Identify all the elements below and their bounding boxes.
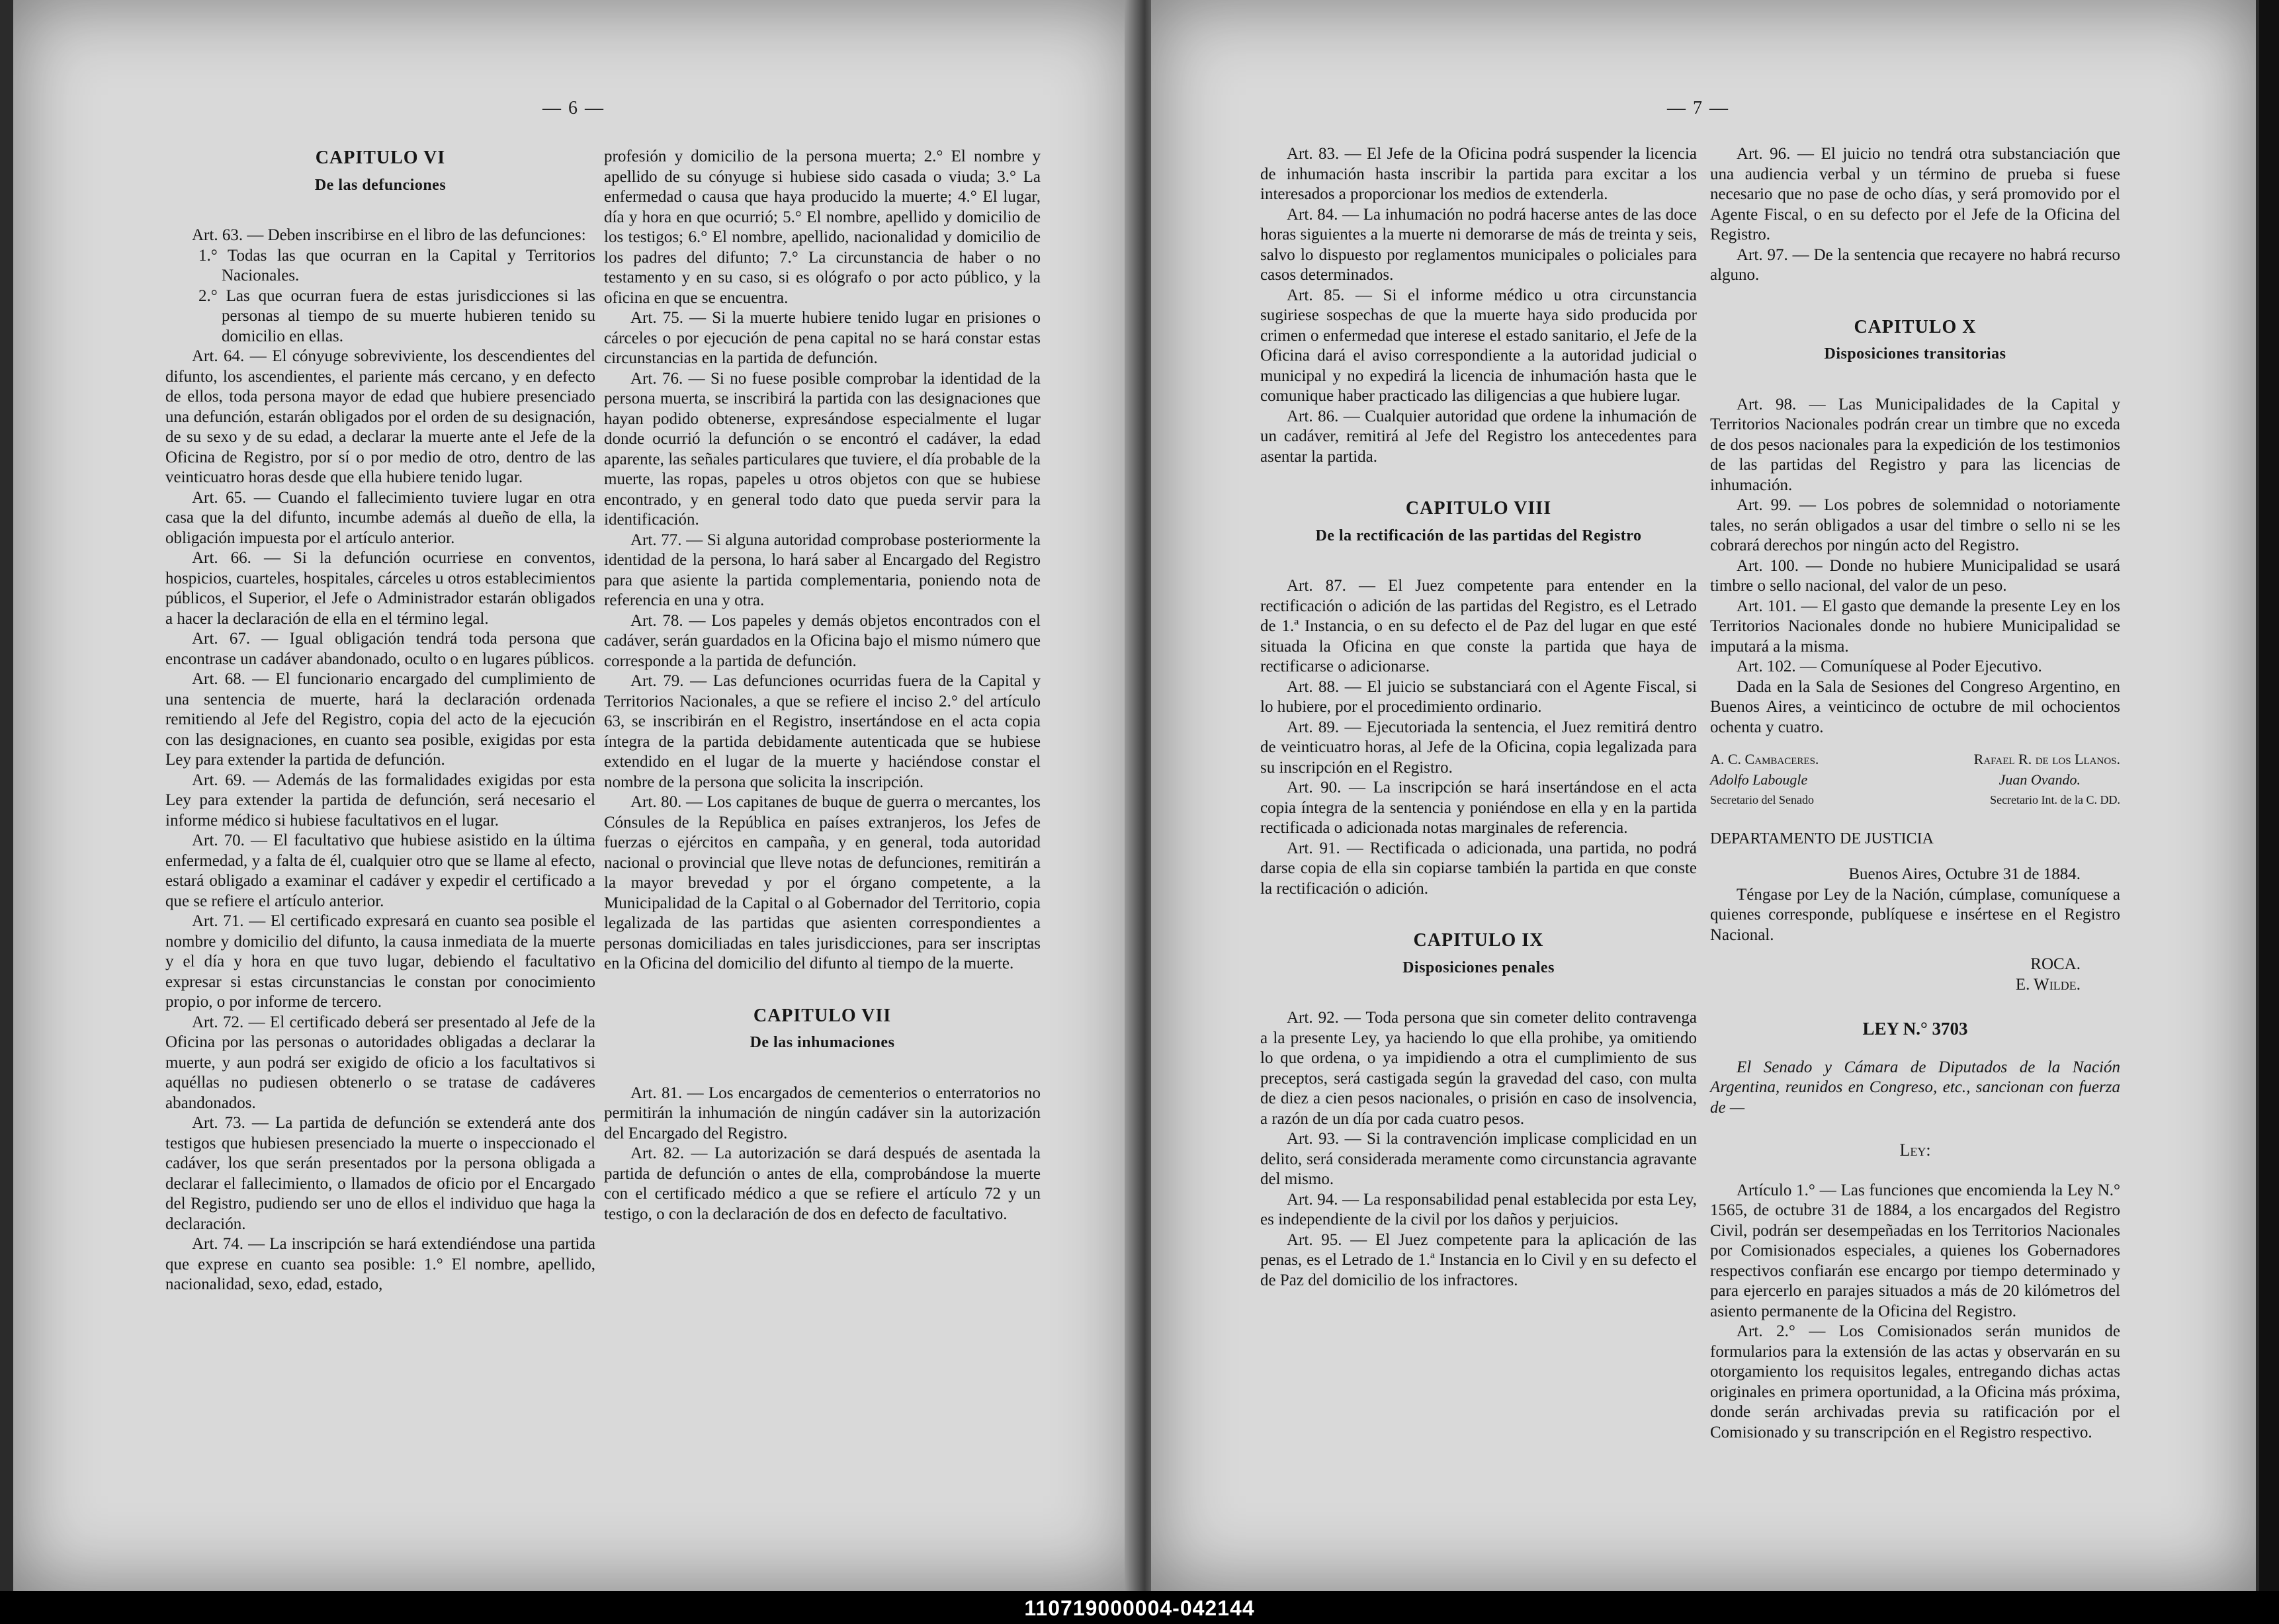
article-paragraph: Art. 69. — Además de las formalidades exigidas por esta Ley para extender la partida de defunción, será necesario el informe médico si hubiese facultativos en el lugar. [165,771,595,830]
article-paragraph: Art. 83. — El Jefe de la Oficina podrá suspender la licencia de inhumación hasta inscribir la partida para excitar a los interesados a proporcionar los medios de extenderla. [1260,145,1697,203]
article-paragraph: Art. 64. — El cónyuge sobreviviente, los descendientes del difunto, los ascendientes, el pariente más cercano, y en defecto de ellos, toda persona mayor de edad que hubiere presenciado una defunción, estarán obligados por el orden de su designación, de su sexo y de su edad, a declarar la muerte ante el Jefe de la Oficina de Registro, por sí o por medio de otro, dentro de las veinticuatro horas desde que ella hubiere tenido lugar. [165,347,595,486]
article-paragraph: Art. 63. — Deben inscribirse en el libro de las defunciones: [192,226,586,244]
chapter-subheading: De las inhumaciones [750,1034,895,1051]
signature-right-name: Rafael R. de los Llanos. [1973,751,2120,767]
article-paragraph: Art. 100. — Donde no hubiere Municipalidad se usará timbre o sello nacional, del valor de un peso. [1710,556,2120,595]
article-paragraph: Art. 87. — El Juez competente para entender en la rectificación o adición de las partidas del Registro, es el Letrado de 1.ª Instancia, o en su defecto el de Paz del lugar en que esté situada la Oficina en que conste la partida que haya de rectificarse o adicionarse. [1260,577,1697,675]
chapter-subheading: Disposiciones penales [1402,959,1555,976]
chapter-subheading: De la rectificación de las partidas del Registro [1315,527,1642,544]
article-paragraph: Art. 74. — La inscripción se hará extendiéndose una partida que exprese en cuanto sea posible: 1.° El nombre, apellido, nacionalidad, sexo, edad, estado, [165,1235,595,1293]
article-paragraph: Art. 72. — El certificado deberá ser presentado al Jefe de la Oficina por las personas o autoridades obligadas a declarar la muerte, y aun podrá ser exigido de oficio a los facultativos si aquéllas no pudiesen obtenerlo o se tratase de cadáveres abandonados. [165,1013,595,1112]
archive-id-label: 110719000004-042144 [1024,1596,1255,1620]
article-paragraph: Art. 76. — Si no fuese posible comprobar la identidad de la persona muerta, se inscribirá la partida con las designaciones que hayan podido obtenerse, expresándose especialmente el lugar donde ocurrió la defunción o se encontró el cadáver, la edad aparente, las señales particulares que tuviere, el día probable de la muerte, las ropas, papeles u otros objetos con que se hubiese encontrado, y en general todo dato que pueda servir para la identificación. [604,369,1041,529]
article-paragraph: 2.° Las que ocurran fuera de estas jurisdicciones si las personas al tiempo de su muerte hubieren tenido su domicilio en ellas. [198,286,595,345]
article-paragraph: Dada en la Sala de Sesiones del Congreso Argentino, en Buenos Aires, a veinticinco de octubre de mil ochocientos ochenta y cuatro. [1710,677,2120,736]
decree-text: Téngase por Ley de la Nación, cúmplase, comuníquese a quienes corresponde, publíquese e insértese en el Registro Nacional. [1710,885,2120,944]
article-paragraph: Art. 93. — Si la contravención implicase complicidad en un delito, será considerada meramente como circunstancia agravante del mismo. [1260,1130,1697,1188]
right-column-2-articles [1710,144,2120,738]
signer-roca: ROCA. [2030,955,2081,973]
article-paragraph: Art. 82. — La autorización se dará después de asentada la partida de defunción o antes de ella, comprobándose la muerte con el certificado médico a que se refiere el artículo 72 y un testigo, o con la declaración de dos en defecto de facultativo. [604,1144,1041,1223]
article-paragraph: Art. 99. — Los pobres de solemnidad o notoriamente tales, no serán obligados a usar del timbre o sello ni se les cobrará derechos por ningún acto del Registro. [1710,496,2120,554]
enactment-formula: El Senado y Cámara de Diputados de la Nación Argentina, reunidos en Congreso, etc., sancionan con fuerza de — [1710,1058,2120,1117]
signature-right-role: Secretario Int. de la C. DD. [1990,793,2120,806]
article-paragraph: Art. 81. — Los encargados de cementerios o enterratorios no permitirán la inhumación de ningún cadáver sin la autorización del Encargado del Registro. [604,1084,1041,1142]
right-column-2 [1710,144,2120,1443]
article-paragraph: Art. 91. — Rectificada o adicionada, una partida, no podrá darse copia de ella sin copiarse también la partida en que conste la rectificación o adición. [1260,839,1697,898]
left-column-1 [165,139,595,1295]
article-paragraph: Art. 92. — Toda persona que sin cometer delito contravenga a la presente Ley, ya haciendo lo que ella prohibe, ya omitiendo lo que ordena, o ya impidiendo a otra el cumplimiento de sus preceptos, será castigada según la gravedad del caso, con multa de diez a cien pesos nacionales, o prisión en caso de insolvencia, a razón de un día por cada cuatro pesos. [1260,1009,1697,1128]
article-paragraph: Art. 97. — De la sentencia que recayere no habrá recurso alguno. [1710,245,2120,284]
signature-left-secretary: Adolfo Labougle [1710,771,1808,788]
article-paragraph: Art. 65. — Cuando el fallecimiento tuviere lugar en otra casa que la del difunto, incumbe además al dueño de ella, la obligación impuesta por el artículo anterior. [165,488,595,547]
article-paragraph: Art. 96. — El juicio no tendrá otra substanciación que una audiencia verbal y un término de prueba si fuese necesario que no pase de ocho días, y será promovido por el Agente Fiscal, o en su defecto por el Jefe de la Oficina del Registro. [1710,145,2120,243]
article-paragraph: Art. 67. — Igual obligación tendrá toda persona que encontrase un cadáver abandonado, oculto o en lugares públicos. [165,630,595,668]
date-line: Buenos Aires, Octubre 31 de 1884. [1848,865,2081,883]
law-title: LEY N.° 3703 [1862,1019,1968,1039]
article-paragraph: Art. 86. — Cualquier autoridad que ordene la inhumación de un cadáver, remitirá al Jefe del Registro los antecedentes para asentar la partida. [1260,407,1697,466]
chapter-heading: CAPITULO VI [315,148,446,168]
article-paragraph: Art. 73. — La partida de defunción se extenderá ante dos testigos que hubiesen presenciado la muerte o inspeccionado el cadáver, los que serán presentados por la persona obligada a declarar el fallecimiento, o llamados de oficio por el Encargado del Registro, pudiendo ser uno de ellos el individuo que haga la declaración. [165,1114,595,1233]
scanner-edge [2259,0,2279,1591]
article-paragraph: 1.° Todas las que ocurran en la Capital y Territorios Nacionales. [198,246,595,284]
article-paragraph: Art. 71. — El certificado expresará en cuanto sea posible el nombre y domicilio del difunto, la causa inmediata de la muerte y el día y hora en que tuvo lugar, debiendo el facultativo expresar si estas circunstancias le constan por conocimiento propio, o por informe de tercero. [165,912,595,1011]
signature-left-name: A. C. Cambaceres. [1710,751,1819,767]
article-paragraph: Art. 89. — Ejecutoriada la sentencia, el Juez remitirá dentro de veinticuatro horas, al Jefe de la Oficina, copia legalizada para su inscripción en el Registro. [1260,718,1697,777]
chapter-subheading: Disposiciones transitorias [1824,345,2006,363]
article-paragraph: Art. 2.° — Los Comisionados serán munidos de formularios para la extensión de las actas y observarán en su otorgamiento los requisitos legales, entregando dichas actas originales en primera oportunidad, a la Oficina más próxima, donde serán archivadas previa su ratificación por el Comisionado y su transcripción en el Registro respectivo. [1710,1322,2120,1441]
right-column-1 [1260,144,1697,1291]
signature-block [1710,749,2120,810]
article-paragraph: Art. 94. — La responsabilidad penal establecida por esta Ley, es independiente de la civil por los daños y perjuicios. [1260,1190,1697,1228]
article-paragraph: Art. 95. — El Juez competente para la aplicación de las penas, es el Letrado de 1.ª Instancia en lo Civil y en su defecto el de Paz del domicilio de los infractores. [1260,1230,1697,1289]
article-paragraph: Art. 101. — El gasto que demande la presente Ley en los Territorios Nacionales donde no hubiere Municipalidad se imputará a la misma. [1710,597,2120,656]
left-page [13,0,1138,1591]
right-column-2-law-articles [1710,1181,2120,1443]
article-paragraph: Art. 70. — El facultativo que hubiese asistido en la última enfermedad, y a falta de él, cualquier otro que se llame al efecto, estará obligado a examinar el cadáver y expedir el certificado a que se refiere el artículo anterior. [165,832,595,910]
chapter-heading: CAPITULO VIII [1405,498,1552,519]
article-paragraph: Art. 102. — Comuníquese al Poder Ejecutivo. [1737,658,2042,675]
law-word: Ley: [1899,1140,1931,1160]
article-paragraph: Art. 77. — Si alguna autoridad comprobase posteriormente la identidad de la persona, lo hará saber al Encargado del Registro para que asiente la partida complementaria, poniendo nota de referencia en una y otra. [604,531,1041,609]
signature-right-secretary: Juan Ovando. [1999,771,2081,788]
article-paragraph: Art. 80. — Los capitanes de buque de guerra o mercantes, los Cónsules de la República en países extranjeros, los Jefes de fuerzas o ejércitos en campaña, y en general, toda autoridad nacional o provincial que lleve notas de defunciones, remitirán a la mayor brevedad y por el órgano competente, a la Municipalidad de la Capital o al Gobernador del Territorio, copia legalizada de las partidas que asienten correspondientes a personas domiciliadas en tales jurisdicciones, para ser inscriptas en la Oficina del domicilio del difunto al tiempo de la muerte. [604,793,1041,972]
article-paragraph: Art. 98. — Las Municipalidades de la Capital y Territorios Nacionales podrán crear un timbre que no exceda de dos pesos nacionales para la expedición de los testimonios de las partidas del Registro y para las licencias de inhumación. [1710,395,2120,494]
article-paragraph: profesión y domicilio de la persona muerta; 2.° El nombre y apellido de su cónyuge si hubiese sido casada o viuda; 3.° La enfermedad o causa que haya producido la muerte; 4.° El lugar, día y hora en que ocurrió; 5.° El nombre, apellido y domicilio de los testigos; 6.° El nombre, apellido, nacionalidad y domicilio de los padres del difunto; 7.° La circunstancia de haber o no testamento y en su caso, si es ológrafo o por acto público, y la oficina en que se encuentra. [604,148,1041,307]
article-paragraph: Art. 68. — El funcionario encargado del cumplimiento de una sentencia de muerte, hará la declaración ordenada remitiendo al Jefe del Registro, copia del acto de la ejecución con las designaciones, en cuanto sea posible, exigidas por esta Ley para extender la partida de defunción. [165,670,595,769]
article-paragraph: Artículo 1.° — Las funciones que encomienda la Ley N.° 1565, de octubre 31 de 1884, a los encargados del Registro Civil, podrán ser desempeñadas en los Territorios Nacionales por Comisionados especiales, a quienes los Gobernadores respectivos confiarán ese encargo por tiempo determinado y para ejercerlo en parajes situados a más de 20 kilómetros del asiento permanente de la Oficina del Registro. [1710,1181,2120,1320]
article-paragraph: Art. 88. — El juicio se substanciará con el Agente Fiscal, si lo hubiere, por el procedimiento ordinario. [1260,677,1697,716]
chapter-subheading: De las defunciones [314,176,447,194]
signature-left-role: Secretario del Senado [1710,793,1814,806]
article-paragraph: Art. 75. — Si la muerte hubiere tenido lugar en prisiones o cárceles o por ejecución de pena capital no se hará constar estas circunstancias en la partida de defunción. [604,309,1041,367]
chapter-heading: CAPITULO VII [753,1005,892,1026]
right-page [1151,0,2256,1591]
page-number-left: — 6 — [542,98,605,118]
article-paragraph: Art. 90. — La inscripción se hará insertándose en el acta copia íntegra de la sentencia y poniéndose en ella y en la partida rectificada o adicionada notas marginales de referencia. [1260,779,1697,837]
article-paragraph: Art. 79. — Las defunciones ocurridas fuera de la Capital y Territorios Nacionales, a que se refiere el inciso 2.° del artículo 63, se inscribirán en el Registro, insertándose en el acta copia íntegra de la partida debidamente autenticada que se hubiese extendido en el lugar de la muerte y haciéndose constar el nombre de la persona que solicita la inscripción. [604,672,1041,791]
left-column-2 [604,147,1041,1224]
page-number-right: — 7 — [1667,98,1729,118]
article-paragraph: Art. 85. — Si el informe médico u otra circunstancia sugiriese sospechas de que la muerte haya sido producida por crimen o enfermedad que interese el estado sanitario, el Jefe de la Oficina dará el aviso correspondiente a la autoridad judicial o municipal y no expedirá la licencia de inhumación hasta que le comunique haber practicado las diligencias a que hubiere lugar. [1260,286,1697,405]
chapter-heading: CAPITULO IX [1413,930,1544,951]
article-paragraph: Art. 78. — Los papeles y demás objetos encontrados con el cadáver, serán guardados en la Oficina bajo el mismo número que corresponde a la partida de defunción. [604,611,1041,670]
chapter-heading: CAPITULO X [1854,316,1977,337]
article-paragraph: Art. 66. — Si la defunción ocurriese en conventos, hospicios, cuarteles, hospitales, cárceles u otros establecimientos públicos, el Superior, el Jefe o Administrador estarán obligados a hacer la declaración de ella en el término legal. [165,549,595,628]
department-heading: DEPARTAMENTO DE JUSTICIA [1710,830,1934,847]
archive-footer [0,1591,2279,1624]
article-paragraph: Art. 84. — La inhumación no podrá hacerse antes de las doce horas siguientes a la muerte ni demorarse de más de treinta y seis, salvo lo dispuesto por reglamentos municipales o policiales para casos determinados. [1260,205,1697,284]
signer-wilde: E. Wilde. [2015,975,2081,994]
